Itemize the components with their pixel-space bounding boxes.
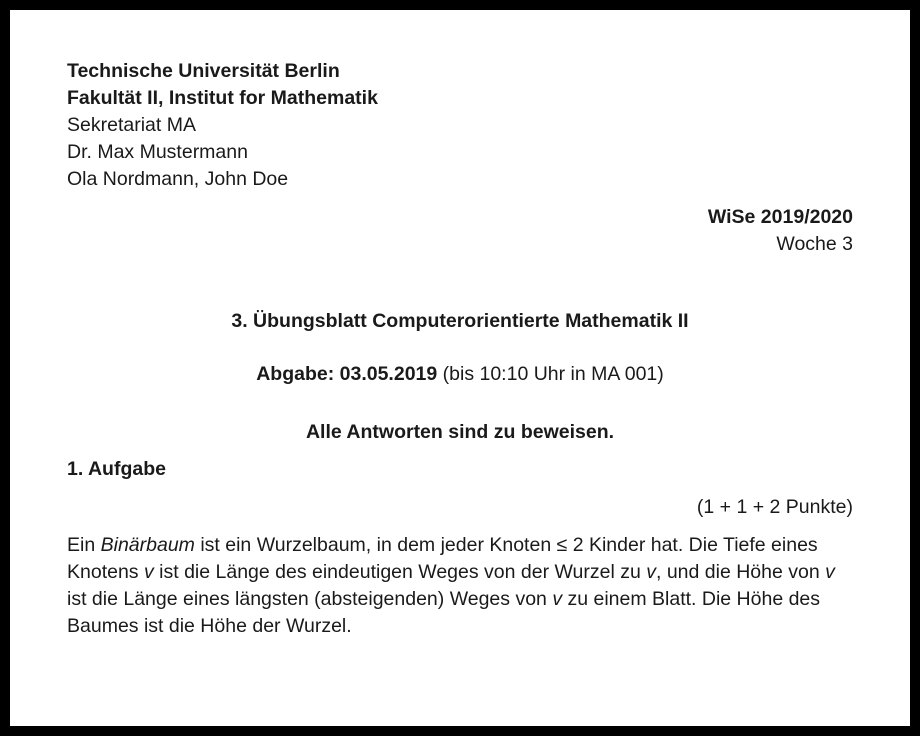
task-body-line: Baumes ist die Höhe der Wurzel. bbox=[67, 615, 352, 637]
task-points: (1 + 1 + 2 Punkte) bbox=[696, 496, 853, 518]
deadline-line bbox=[67, 361, 853, 388]
task-heading: 1. Aufgabe bbox=[67, 458, 166, 480]
task-body-line: Ein Binärbaum ist ein Wurzelbaum, in dem jeder Knoten ≤ 2 Kinder hat. Die Tiefe eines bbox=[67, 534, 818, 556]
task-body-line: Knotens v ist die Länge des eindeutigen Weges von der Wurzel zu v, und die Höhe von v bbox=[67, 561, 835, 583]
task-body bbox=[67, 532, 853, 640]
deadline-date: Abgabe: 03.05.2019 bbox=[256, 363, 438, 385]
notice-line: Alle Antworten sind zu beweisen. bbox=[305, 421, 615, 443]
letterhead-office: Sekretariat MA bbox=[67, 114, 196, 136]
sheet-title: 3. Übungsblatt Computerorientierte Mathematik II bbox=[231, 310, 689, 332]
deadline-details: (bis 10:10 Uhr in MA 001) bbox=[437, 363, 664, 385]
letterhead-faculty: Fakultät II, Institut for Mathematik bbox=[67, 87, 378, 109]
letterhead-assistants: Ola Nordmann, John Doe bbox=[67, 168, 289, 190]
letterhead bbox=[67, 58, 853, 193]
task-body-line: ist die Länge eines längsten (absteigenden) Weges von v zu einem Blatt. Die Höhe des bbox=[67, 588, 821, 610]
week-label: Woche 3 bbox=[776, 233, 853, 255]
letterhead-institution: Technische Universität Berlin bbox=[67, 60, 340, 82]
semester-label: WiSe 2019/2020 bbox=[707, 206, 853, 228]
semester-block bbox=[67, 204, 853, 258]
letterhead-lecturer: Dr. Max Mustermann bbox=[67, 141, 248, 163]
document-page bbox=[10, 10, 910, 726]
